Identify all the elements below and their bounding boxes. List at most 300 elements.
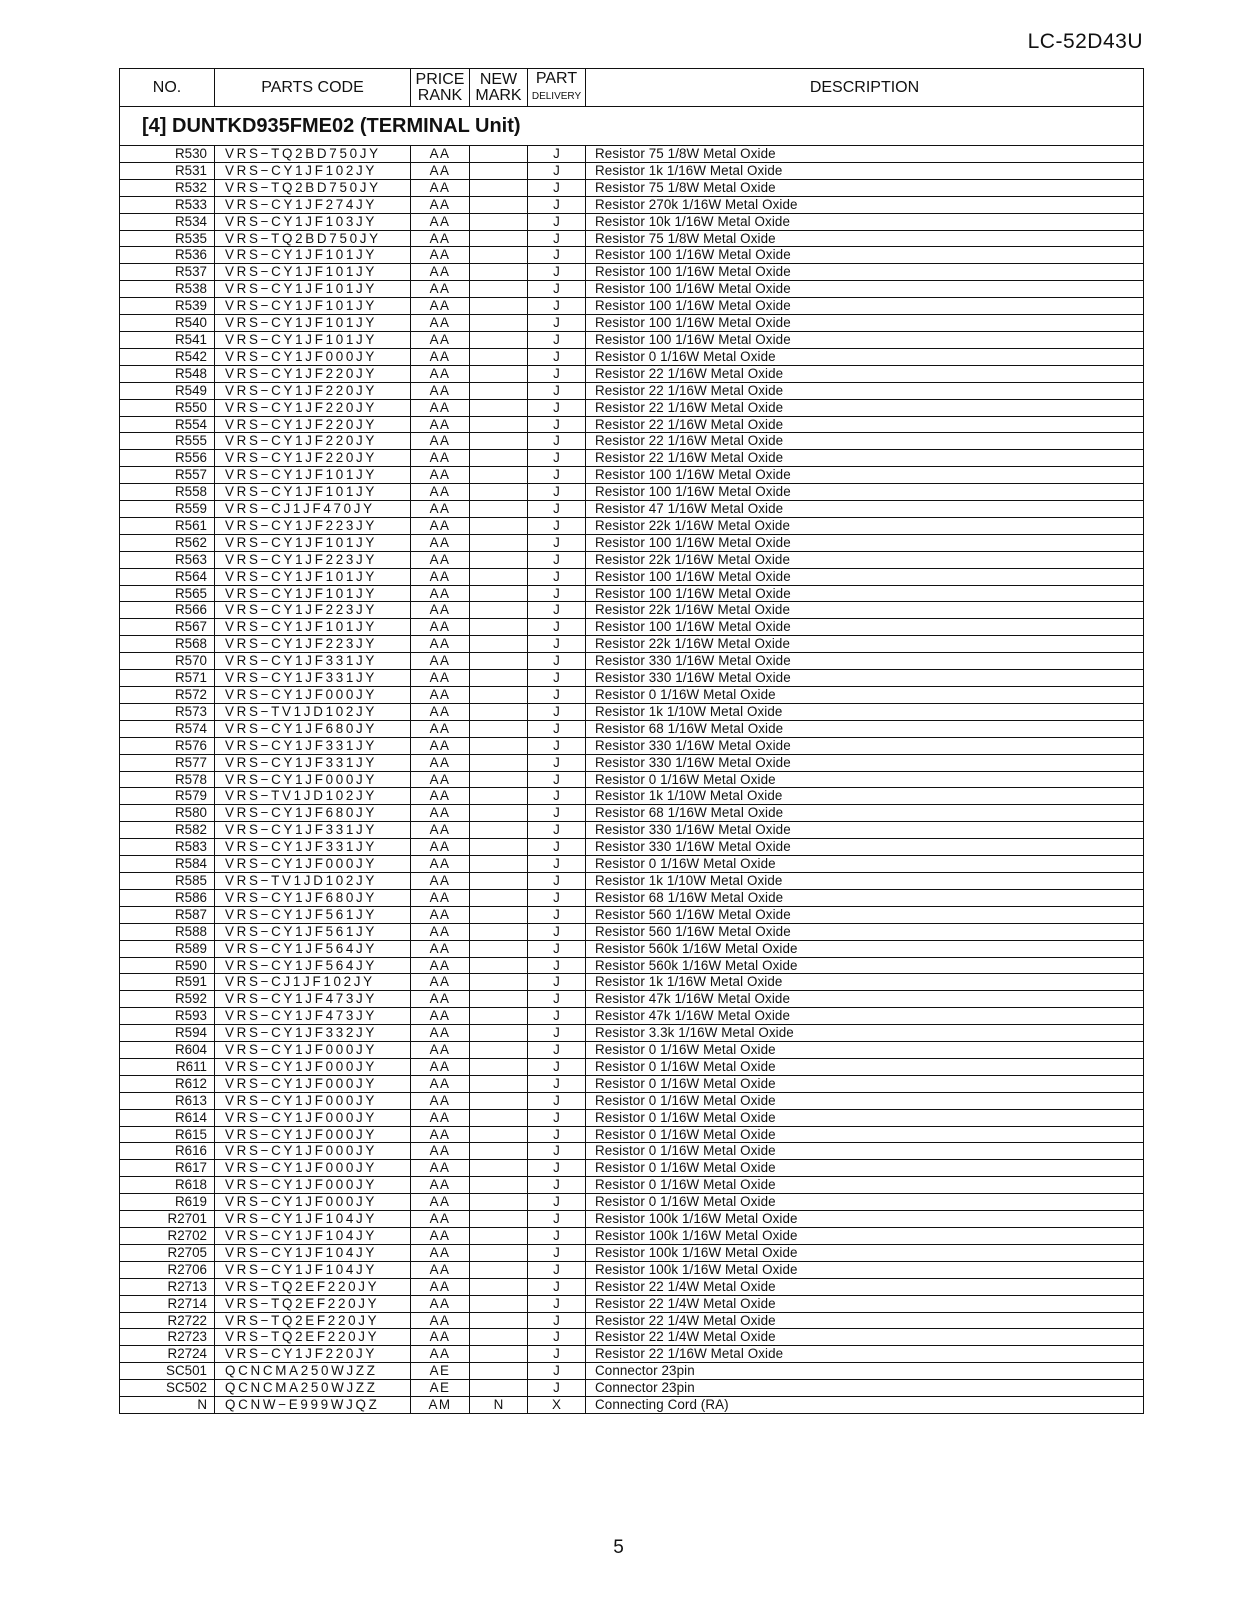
cell-description: Resistor 100k 1/16W Metal Oxide bbox=[586, 1244, 1144, 1261]
cell-part-number: R587 bbox=[120, 906, 215, 923]
cell-price-rank: AA bbox=[411, 213, 470, 230]
header-price-rank-line2: RANK bbox=[417, 86, 463, 104]
cell-part-delivery: J bbox=[528, 788, 586, 805]
cell-part-delivery: J bbox=[528, 906, 586, 923]
cell-parts-code: VRS−CY1JF101JY bbox=[215, 568, 411, 585]
cell-new-mark bbox=[470, 1177, 528, 1194]
cell-price-rank: AA bbox=[411, 872, 470, 889]
cell-description: Resistor 68 1/16W Metal Oxide bbox=[586, 805, 1144, 822]
cell-description: Resistor 22k 1/16W Metal Oxide bbox=[586, 636, 1144, 653]
cell-description: Resistor 1k 1/16W Metal Oxide bbox=[586, 162, 1144, 179]
header-parts-code: PARTS CODE bbox=[215, 69, 411, 107]
table-row bbox=[120, 991, 1144, 1008]
cell-part-number: R532 bbox=[120, 179, 215, 196]
cell-description: Resistor 0 1/16W Metal Oxide bbox=[586, 1058, 1144, 1075]
table-row bbox=[120, 940, 1144, 957]
cell-part-number: R578 bbox=[120, 771, 215, 788]
cell-part-number: R2705 bbox=[120, 1244, 215, 1261]
cell-new-mark bbox=[470, 805, 528, 822]
table-row bbox=[120, 585, 1144, 602]
header-part-delivery-line2: DELIVERY bbox=[531, 90, 582, 102]
cell-description: Resistor 75 1/8W Metal Oxide bbox=[586, 146, 1144, 163]
cell-description: Resistor 47 1/16W Metal Oxide bbox=[586, 501, 1144, 518]
cell-new-mark bbox=[470, 568, 528, 585]
cell-part-delivery: J bbox=[528, 974, 586, 991]
header-new-mark-line2: MARK bbox=[475, 86, 522, 104]
cell-parts-code: VRS−CY1JF000JY bbox=[215, 687, 411, 704]
cell-price-rank: AA bbox=[411, 1092, 470, 1109]
cell-parts-code: VRS−CY1JF000JY bbox=[215, 1042, 411, 1059]
cell-price-rank: AA bbox=[411, 1025, 470, 1042]
cell-description: Resistor 560 1/16W Metal Oxide bbox=[586, 923, 1144, 940]
cell-parts-code: VRS−CY1JF101JY bbox=[215, 534, 411, 551]
cell-new-mark bbox=[470, 196, 528, 213]
cell-part-delivery: X bbox=[528, 1397, 586, 1414]
cell-part-delivery: J bbox=[528, 923, 586, 940]
table-row bbox=[120, 1194, 1144, 1211]
table-row bbox=[120, 670, 1144, 687]
cell-part-delivery: J bbox=[528, 1261, 586, 1278]
cell-part-number: R533 bbox=[120, 196, 215, 213]
cell-parts-code: QCNCMA250WJZZ bbox=[215, 1363, 411, 1380]
cell-parts-code: VRS−TQ2BD750JY bbox=[215, 230, 411, 247]
cell-part-delivery: J bbox=[528, 653, 586, 670]
cell-part-delivery: J bbox=[528, 247, 586, 264]
cell-part-number: R589 bbox=[120, 940, 215, 957]
cell-price-rank: AA bbox=[411, 1126, 470, 1143]
table-row bbox=[120, 636, 1144, 653]
cell-part-number: R567 bbox=[120, 619, 215, 636]
cell-part-number: R572 bbox=[120, 687, 215, 704]
cell-description: Connector 23pin bbox=[586, 1380, 1144, 1397]
cell-part-number: R591 bbox=[120, 974, 215, 991]
cell-part-number: R583 bbox=[120, 839, 215, 856]
page-number: 5 bbox=[613, 1537, 624, 1558]
cell-price-rank: AA bbox=[411, 264, 470, 281]
cell-description: Resistor 0 1/16W Metal Oxide bbox=[586, 1042, 1144, 1059]
header-no: NO. bbox=[120, 69, 215, 107]
cell-price-rank: AA bbox=[411, 179, 470, 196]
cell-description: Resistor 22 1/4W Metal Oxide bbox=[586, 1295, 1144, 1312]
cell-new-mark bbox=[470, 1312, 528, 1329]
cell-parts-code: VRS−CY1JF104JY bbox=[215, 1261, 411, 1278]
cell-new-mark bbox=[470, 450, 528, 467]
cell-part-delivery: J bbox=[528, 450, 586, 467]
table-row bbox=[120, 619, 1144, 636]
cell-description: Resistor 1k 1/16W Metal Oxide bbox=[586, 974, 1144, 991]
cell-part-delivery: J bbox=[528, 771, 586, 788]
cell-price-rank: AA bbox=[411, 146, 470, 163]
cell-parts-code: VRS−CY1JF104JY bbox=[215, 1244, 411, 1261]
table-row bbox=[120, 213, 1144, 230]
cell-price-rank: AA bbox=[411, 501, 470, 518]
cell-parts-code: VRS−CJ1JF470JY bbox=[215, 501, 411, 518]
cell-price-rank: AA bbox=[411, 974, 470, 991]
cell-new-mark bbox=[470, 1109, 528, 1126]
cell-new-mark bbox=[470, 619, 528, 636]
cell-description: Resistor 0 1/16W Metal Oxide bbox=[586, 348, 1144, 365]
cell-description: Resistor 330 1/16W Metal Oxide bbox=[586, 822, 1144, 839]
cell-description: Resistor 1k 1/10W Metal Oxide bbox=[586, 872, 1144, 889]
cell-new-mark bbox=[470, 1278, 528, 1295]
cell-part-number: R590 bbox=[120, 957, 215, 974]
cell-part-delivery: J bbox=[528, 889, 586, 906]
cell-part-delivery: J bbox=[528, 670, 586, 687]
cell-new-mark bbox=[470, 247, 528, 264]
cell-description: Resistor 0 1/16W Metal Oxide bbox=[586, 856, 1144, 873]
header-new-mark-line1: NEW bbox=[479, 70, 518, 88]
cell-parts-code: VRS−CY1JF473JY bbox=[215, 991, 411, 1008]
cell-new-mark bbox=[470, 315, 528, 332]
cell-part-delivery: J bbox=[528, 1244, 586, 1261]
cell-new-mark bbox=[470, 1025, 528, 1042]
cell-description: Resistor 100 1/16W Metal Oxide bbox=[586, 247, 1144, 264]
cell-price-rank: AA bbox=[411, 856, 470, 873]
cell-part-delivery: J bbox=[528, 619, 586, 636]
cell-description: Resistor 0 1/16W Metal Oxide bbox=[586, 1177, 1144, 1194]
cell-description: Resistor 330 1/16W Metal Oxide bbox=[586, 754, 1144, 771]
cell-new-mark bbox=[470, 264, 528, 281]
cell-description: Resistor 22 1/4W Metal Oxide bbox=[586, 1312, 1144, 1329]
table-row bbox=[120, 839, 1144, 856]
cell-price-rank: AA bbox=[411, 315, 470, 332]
cell-new-mark bbox=[470, 1346, 528, 1363]
cell-price-rank: AA bbox=[411, 670, 470, 687]
table-row bbox=[120, 534, 1144, 551]
cell-parts-code: VRS−CY1JF000JY bbox=[215, 856, 411, 873]
table-row bbox=[120, 1109, 1144, 1126]
cell-parts-code: VRS−TQ2EF220JY bbox=[215, 1278, 411, 1295]
cell-part-number: R534 bbox=[120, 213, 215, 230]
cell-parts-code: VRS−TV1JD102JY bbox=[215, 872, 411, 889]
cell-part-delivery: J bbox=[528, 1194, 586, 1211]
cell-part-delivery: J bbox=[528, 737, 586, 754]
cell-part-number: R611 bbox=[120, 1058, 215, 1075]
cell-part-number: R549 bbox=[120, 382, 215, 399]
table-row bbox=[120, 348, 1144, 365]
cell-part-delivery: J bbox=[528, 636, 586, 653]
cell-parts-code: VRS−TQ2EF220JY bbox=[215, 1329, 411, 1346]
cell-part-delivery: J bbox=[528, 856, 586, 873]
cell-parts-code: VRS−CY1JF680JY bbox=[215, 889, 411, 906]
table-row bbox=[120, 653, 1144, 670]
table-row bbox=[120, 281, 1144, 298]
cell-parts-code: VRS−CY1JF000JY bbox=[215, 1058, 411, 1075]
cell-parts-code: VRS−CY1JF223JY bbox=[215, 517, 411, 534]
cell-new-mark bbox=[470, 1042, 528, 1059]
cell-price-rank: AA bbox=[411, 534, 470, 551]
cell-new-mark bbox=[470, 991, 528, 1008]
cell-price-rank: AA bbox=[411, 331, 470, 348]
cell-part-delivery: J bbox=[528, 1126, 586, 1143]
cell-new-mark bbox=[470, 771, 528, 788]
cell-description: Resistor 22k 1/16W Metal Oxide bbox=[586, 602, 1144, 619]
cell-price-rank: AA bbox=[411, 1261, 470, 1278]
cell-new-mark bbox=[470, 585, 528, 602]
cell-new-mark bbox=[470, 467, 528, 484]
cell-new-mark bbox=[470, 382, 528, 399]
table-row bbox=[120, 1261, 1144, 1278]
cell-part-number: R593 bbox=[120, 1008, 215, 1025]
table-row bbox=[120, 1397, 1144, 1414]
table-row bbox=[120, 1042, 1144, 1059]
cell-part-number: R550 bbox=[120, 399, 215, 416]
cell-parts-code: VRS−CY1JF101JY bbox=[215, 484, 411, 501]
cell-new-mark bbox=[470, 957, 528, 974]
cell-new-mark bbox=[470, 534, 528, 551]
cell-price-rank: AA bbox=[411, 399, 470, 416]
cell-part-number: R619 bbox=[120, 1194, 215, 1211]
cell-description: Resistor 100k 1/16W Metal Oxide bbox=[586, 1261, 1144, 1278]
cell-description: Resistor 1k 1/10W Metal Oxide bbox=[586, 788, 1144, 805]
cell-price-rank: AA bbox=[411, 1058, 470, 1075]
cell-part-delivery: J bbox=[528, 1363, 586, 1380]
cell-price-rank: AA bbox=[411, 1109, 470, 1126]
cell-part-number: R2713 bbox=[120, 1278, 215, 1295]
table-row bbox=[120, 146, 1144, 163]
cell-part-delivery: J bbox=[528, 1295, 586, 1312]
cell-new-mark bbox=[470, 636, 528, 653]
table-row bbox=[120, 517, 1144, 534]
cell-description: Resistor 330 1/16W Metal Oxide bbox=[586, 737, 1144, 754]
cell-part-number: R562 bbox=[120, 534, 215, 551]
cell-parts-code: VRS−CY1JF473JY bbox=[215, 1008, 411, 1025]
cell-parts-code: VRS−CY1JF274JY bbox=[215, 196, 411, 213]
cell-part-number: R594 bbox=[120, 1025, 215, 1042]
cell-description: Resistor 100 1/16W Metal Oxide bbox=[586, 484, 1144, 501]
cell-part-number: R539 bbox=[120, 298, 215, 315]
cell-price-rank: AA bbox=[411, 1244, 470, 1261]
table-row bbox=[120, 1143, 1144, 1160]
table-row bbox=[120, 247, 1144, 264]
cell-description: Resistor 0 1/16W Metal Oxide bbox=[586, 1109, 1144, 1126]
cell-price-rank: AA bbox=[411, 720, 470, 737]
table-row bbox=[120, 602, 1144, 619]
cell-price-rank: AA bbox=[411, 162, 470, 179]
cell-parts-code: VRS−CY1JF000JY bbox=[215, 348, 411, 365]
cell-price-rank: AA bbox=[411, 551, 470, 568]
table-row bbox=[120, 1312, 1144, 1329]
cell-new-mark bbox=[470, 670, 528, 687]
cell-price-rank: AA bbox=[411, 636, 470, 653]
cell-parts-code: VRS−CY1JF332JY bbox=[215, 1025, 411, 1042]
table-row bbox=[120, 1380, 1144, 1397]
cell-part-number: R2701 bbox=[120, 1211, 215, 1228]
table-row bbox=[120, 771, 1144, 788]
parts-table bbox=[119, 68, 1144, 1414]
cell-description: Resistor 0 1/16W Metal Oxide bbox=[586, 687, 1144, 704]
cell-parts-code: VRS−CY1JF223JY bbox=[215, 602, 411, 619]
cell-parts-code: VRS−CY1JF223JY bbox=[215, 636, 411, 653]
cell-part-delivery: J bbox=[528, 957, 586, 974]
header-part-delivery bbox=[528, 69, 586, 107]
cell-price-rank: AA bbox=[411, 281, 470, 298]
cell-price-rank: AA bbox=[411, 433, 470, 450]
cell-part-delivery: J bbox=[528, 399, 586, 416]
cell-description: Resistor 100 1/16W Metal Oxide bbox=[586, 619, 1144, 636]
table-header bbox=[120, 69, 1144, 107]
cell-part-delivery: J bbox=[528, 991, 586, 1008]
cell-new-mark bbox=[470, 906, 528, 923]
cell-part-number: R614 bbox=[120, 1109, 215, 1126]
cell-new-mark bbox=[470, 298, 528, 315]
cell-part-number: R540 bbox=[120, 315, 215, 332]
cell-parts-code: VRS−CY1JF104JY bbox=[215, 1228, 411, 1245]
cell-price-rank: AA bbox=[411, 1194, 470, 1211]
cell-new-mark: N bbox=[470, 1397, 528, 1414]
cell-part-number: R554 bbox=[120, 416, 215, 433]
cell-new-mark bbox=[470, 889, 528, 906]
cell-price-rank: AA bbox=[411, 822, 470, 839]
cell-parts-code: VRS−CY1JF103JY bbox=[215, 213, 411, 230]
cell-new-mark bbox=[470, 1228, 528, 1245]
section-row bbox=[120, 107, 1144, 146]
cell-part-delivery: J bbox=[528, 213, 586, 230]
cell-parts-code: VRS−CY1JF000JY bbox=[215, 1109, 411, 1126]
cell-part-delivery: J bbox=[528, 501, 586, 518]
cell-parts-code: VRS−TQ2BD750JY bbox=[215, 179, 411, 196]
cell-description: Resistor 0 1/16W Metal Oxide bbox=[586, 1126, 1144, 1143]
cell-part-number: R586 bbox=[120, 889, 215, 906]
cell-part-delivery: J bbox=[528, 1008, 586, 1025]
cell-part-number: R538 bbox=[120, 281, 215, 298]
cell-part-number: R584 bbox=[120, 856, 215, 873]
cell-price-rank: AA bbox=[411, 348, 470, 365]
cell-price-rank: AA bbox=[411, 1177, 470, 1194]
cell-part-delivery: J bbox=[528, 196, 586, 213]
cell-parts-code: VRS−CY1JF000JY bbox=[215, 1143, 411, 1160]
cell-description: Resistor 22 1/16W Metal Oxide bbox=[586, 399, 1144, 416]
cell-part-number: R2722 bbox=[120, 1312, 215, 1329]
cell-part-delivery: J bbox=[528, 281, 586, 298]
cell-part-delivery: J bbox=[528, 687, 586, 704]
cell-part-number: R588 bbox=[120, 923, 215, 940]
cell-new-mark bbox=[470, 399, 528, 416]
cell-part-number: R561 bbox=[120, 517, 215, 534]
cell-part-delivery: J bbox=[528, 1092, 586, 1109]
cell-description: Resistor 560k 1/16W Metal Oxide bbox=[586, 940, 1144, 957]
cell-parts-code: VRS−CY1JF331JY bbox=[215, 653, 411, 670]
cell-part-number: R573 bbox=[120, 703, 215, 720]
cell-new-mark bbox=[470, 754, 528, 771]
cell-part-delivery: J bbox=[528, 1109, 586, 1126]
table-row bbox=[120, 1008, 1144, 1025]
cell-part-delivery: J bbox=[528, 585, 586, 602]
cell-part-number: R531 bbox=[120, 162, 215, 179]
cell-description: Resistor 3.3k 1/16W Metal Oxide bbox=[586, 1025, 1144, 1042]
cell-description: Resistor 68 1/16W Metal Oxide bbox=[586, 889, 1144, 906]
cell-new-mark bbox=[470, 1075, 528, 1092]
table-row bbox=[120, 805, 1144, 822]
cell-parts-code: VRS−CY1JF101JY bbox=[215, 298, 411, 315]
cell-parts-code: VRS−CY1JF220JY bbox=[215, 365, 411, 382]
cell-part-number: R548 bbox=[120, 365, 215, 382]
cell-part-number: R568 bbox=[120, 636, 215, 653]
cell-part-delivery: J bbox=[528, 805, 586, 822]
cell-description: Resistor 100 1/16W Metal Oxide bbox=[586, 264, 1144, 281]
cell-part-delivery: J bbox=[528, 1380, 586, 1397]
cell-parts-code: VRS−CY1JF101JY bbox=[215, 467, 411, 484]
cell-part-delivery: J bbox=[528, 568, 586, 585]
cell-description: Resistor 0 1/16W Metal Oxide bbox=[586, 1143, 1144, 1160]
cell-price-rank: AA bbox=[411, 619, 470, 636]
cell-parts-code: VRS−TV1JD102JY bbox=[215, 788, 411, 805]
cell-parts-code: QCNCMA250WJZZ bbox=[215, 1380, 411, 1397]
cell-part-number: SC501 bbox=[120, 1363, 215, 1380]
cell-description: Resistor 330 1/16W Metal Oxide bbox=[586, 653, 1144, 670]
cell-part-number: R557 bbox=[120, 467, 215, 484]
cell-new-mark bbox=[470, 1244, 528, 1261]
cell-new-mark bbox=[470, 416, 528, 433]
cell-new-mark bbox=[470, 331, 528, 348]
cell-new-mark bbox=[470, 1092, 528, 1109]
cell-part-delivery: J bbox=[528, 315, 586, 332]
cell-price-rank: AA bbox=[411, 568, 470, 585]
cell-part-delivery: J bbox=[528, 298, 586, 315]
cell-description: Resistor 22 1/16W Metal Oxide bbox=[586, 1346, 1144, 1363]
cell-parts-code: VRS−CY1JF220JY bbox=[215, 382, 411, 399]
cell-part-delivery: J bbox=[528, 484, 586, 501]
cell-part-delivery: J bbox=[528, 720, 586, 737]
cell-parts-code: VRS−CY1JF680JY bbox=[215, 805, 411, 822]
cell-price-rank: AA bbox=[411, 484, 470, 501]
table-row bbox=[120, 703, 1144, 720]
cell-description: Resistor 22 1/4W Metal Oxide bbox=[586, 1278, 1144, 1295]
cell-part-delivery: J bbox=[528, 467, 586, 484]
cell-parts-code: VRS−TQ2BD750JY bbox=[215, 146, 411, 163]
cell-price-rank: AA bbox=[411, 1346, 470, 1363]
table-row bbox=[120, 720, 1144, 737]
cell-part-number: R576 bbox=[120, 737, 215, 754]
cell-part-number: R616 bbox=[120, 1143, 215, 1160]
table-row bbox=[120, 974, 1144, 991]
cell-price-rank: AA bbox=[411, 1160, 470, 1177]
cell-part-delivery: J bbox=[528, 230, 586, 247]
cell-new-mark bbox=[470, 1126, 528, 1143]
cell-part-number: R535 bbox=[120, 230, 215, 247]
cell-description: Resistor 22 1/4W Metal Oxide bbox=[586, 1329, 1144, 1346]
table-row bbox=[120, 230, 1144, 247]
cell-part-delivery: J bbox=[528, 382, 586, 399]
cell-price-rank: AA bbox=[411, 1042, 470, 1059]
section-title: [4] DUNTKD935FME02 (TERMINAL Unit) bbox=[120, 107, 1144, 146]
table-row bbox=[120, 1126, 1144, 1143]
cell-price-rank: AE bbox=[411, 1363, 470, 1380]
cell-part-number: R2724 bbox=[120, 1346, 215, 1363]
cell-parts-code: VRS−CY1JF220JY bbox=[215, 450, 411, 467]
cell-parts-code: VRS−CY1JF331JY bbox=[215, 737, 411, 754]
cell-description: Resistor 100 1/16W Metal Oxide bbox=[586, 281, 1144, 298]
cell-part-delivery: J bbox=[528, 822, 586, 839]
cell-description: Resistor 330 1/16W Metal Oxide bbox=[586, 670, 1144, 687]
cell-description: Resistor 0 1/16W Metal Oxide bbox=[586, 1194, 1144, 1211]
cell-description: Resistor 100 1/16W Metal Oxide bbox=[586, 534, 1144, 551]
cell-description: Resistor 47k 1/16W Metal Oxide bbox=[586, 1008, 1144, 1025]
cell-part-delivery: J bbox=[528, 1228, 586, 1245]
cell-description: Resistor 75 1/8W Metal Oxide bbox=[586, 179, 1144, 196]
cell-new-mark bbox=[470, 940, 528, 957]
cell-new-mark bbox=[470, 822, 528, 839]
table-row bbox=[120, 416, 1144, 433]
table-row bbox=[120, 568, 1144, 585]
cell-price-rank: AA bbox=[411, 1278, 470, 1295]
cell-parts-code: VRS−TQ2EF220JY bbox=[215, 1312, 411, 1329]
table-row bbox=[120, 687, 1144, 704]
cell-description: Resistor 22 1/16W Metal Oxide bbox=[586, 365, 1144, 382]
cell-new-mark bbox=[470, 433, 528, 450]
cell-description: Resistor 0 1/16W Metal Oxide bbox=[586, 1160, 1144, 1177]
cell-parts-code: VRS−CY1JF561JY bbox=[215, 923, 411, 940]
